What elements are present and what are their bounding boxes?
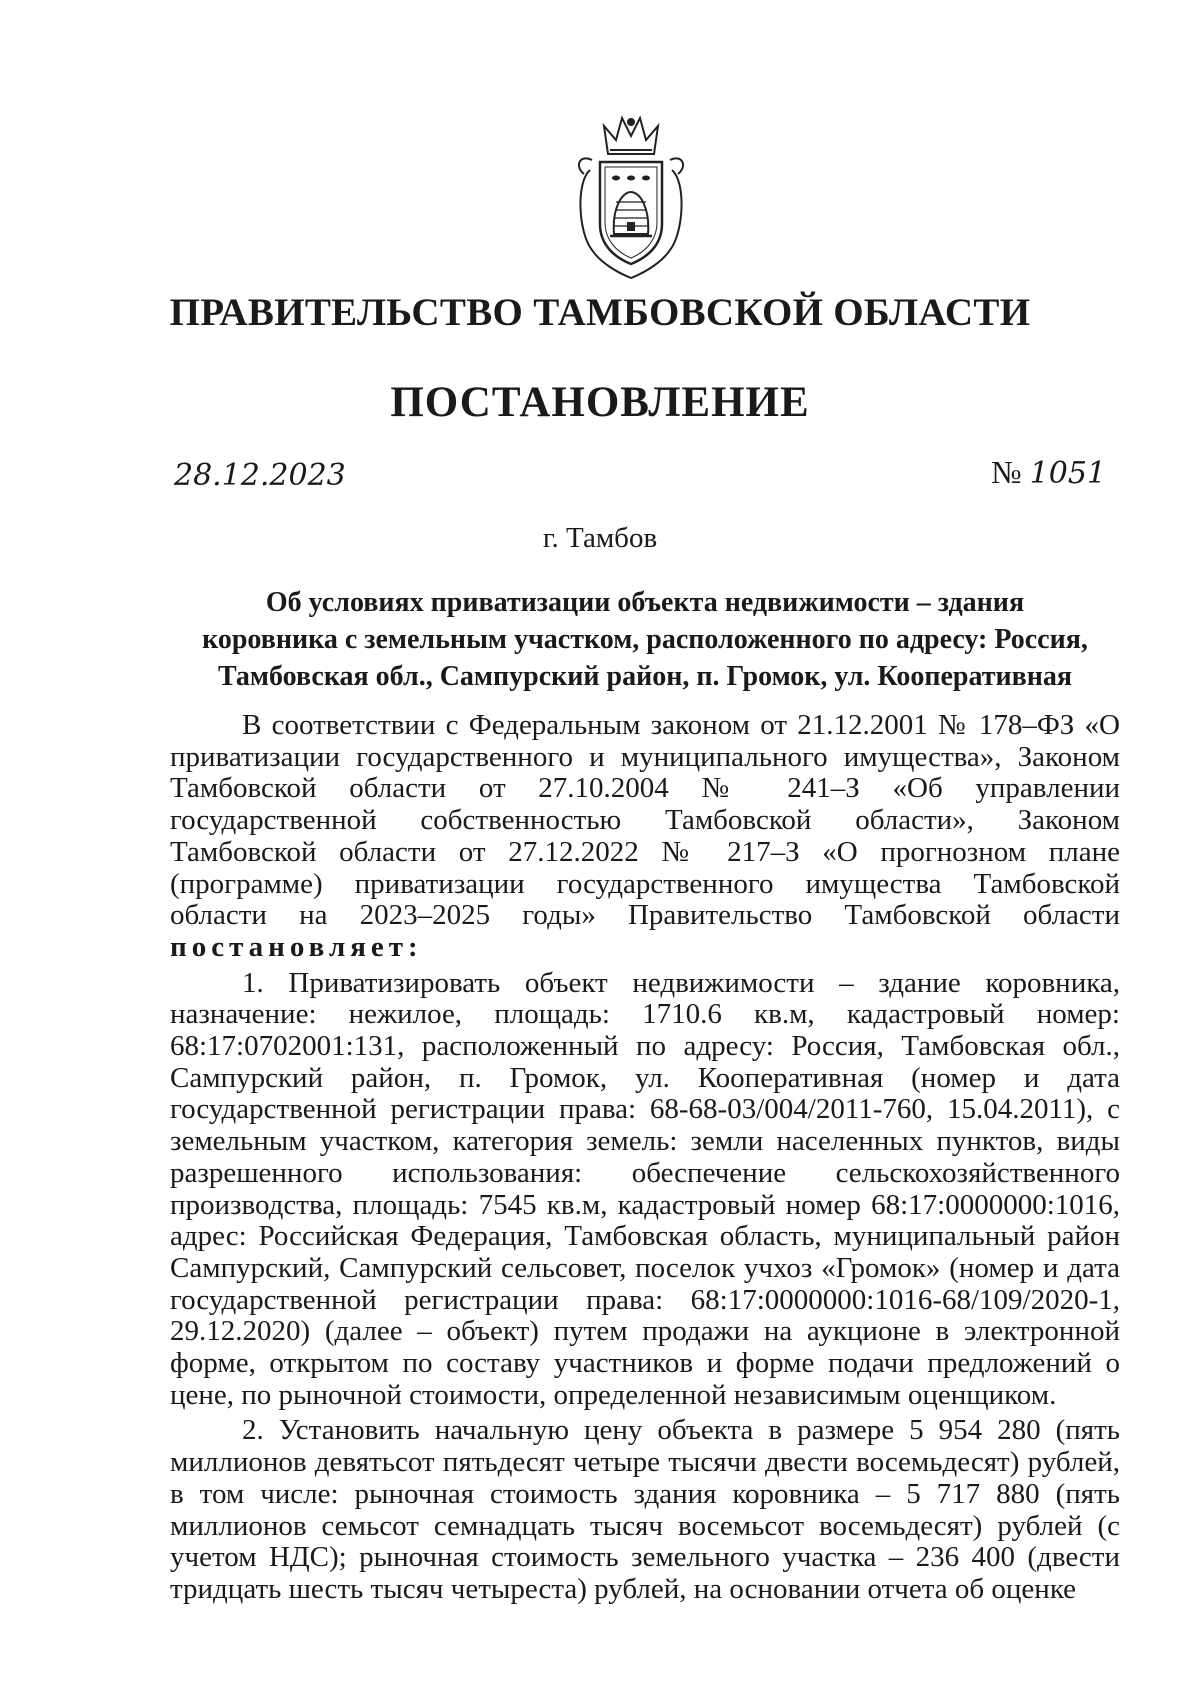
preamble-paragraph [170,710,1120,964]
number-sign: № [991,454,1022,490]
document-number [991,454,1106,491]
resolves-word: постановляет: [170,930,423,963]
government-title: ПРАВИТЕЛЬСТВО ТАМБОВСКОЙ ОБЛАСТИ [169,291,1031,334]
subject-line-3: Тамбовская обл., Сампурский район, п. Громок, ул. Кооперативная [217,661,1073,692]
subject-line-2: коровника с земельным участком, расположенного по адресу: Россия, [202,624,1088,655]
document-type-title: ПОСТАНОВЛЕНИЕ [390,379,810,426]
document-date: 28.12.2023 [174,458,346,493]
number-value: 1051 [1029,456,1106,491]
tambov-coat-of-arms-icon [570,112,692,282]
city-line: г. Тамбов [542,522,658,554]
item-2-paragraph: 2. Установить начальную цену объекта в размере 5 954 280 (пять миллионов девятьсот пятьдесят четыре тысячи двести восемьдесят) рублей, в том числе: рыночная стоимость здания коровника – 5 717 880 (пять миллионов семьсот семнадцать тысяч восемьсот восемьдесят) рублей (с учетом НДС); рыночная стоимость земельного участка – 236 400 (двести тридцать шесть тысяч четыреста) рублей, на основании отчета об оценке [170,1414,1120,1605]
document-body [170,710,1120,1606]
item-1-paragraph: 1. Приватизировать объект недвижимости – здание коровника, назначение: нежилое, площадь: 1710.6 кв.м, кадастровый номер: 68:17:0702001:131, расположенный по адресу: Россия, Тамбовская обл., Сампурский район, п. Громок, ул. Кооперативная (номер и дата государственной регистрации права: 68-68-03/004/2011-760, 15.04.2011), с земельным участком, категория земель: земли населенных пунктов, виды разрешенного использования: обеспечение сельскохозяйственного производства, площадь: 7545 кв.м, кадастровый номер 68:17:0000000:1016, адрес: Российская Федерация, Тамбовская область, муниципальный район Сампурский, Сампурский сельсовет, поселок учхоз «Громок» (номер и дата государственной регистрации права: 68:17:0000000:1016-68/109/2020-1, 29.12.2020) (далее – объект) путем продажи на аукционе в электронной форме, открытом по составу участников и форме подачи предложений о цене, по рыночной стоимости, определенной независимым оценщиком. [170,966,1120,1411]
document-subject [170,584,1120,695]
subject-line-1: Об условиях приватизации объекта недвижимости – здания [265,587,1025,618]
preamble-text: В соответствии с Федеральным законом от 21.12.2001 № 178–ФЗ «О приватизации государственного и муниципального имущества», Законом Тамбовской области от 27.10.2004 № 241–З «Об управлении государственной собственностью Тамбовской области», Законом Тамбовской области от 27.12.2022 № 217–З «О прогнозном плане (программе) приватизации государственного имущества Тамбовской области на 2023–2025 годы» Правительство Тамбовской области [170,709,1120,932]
